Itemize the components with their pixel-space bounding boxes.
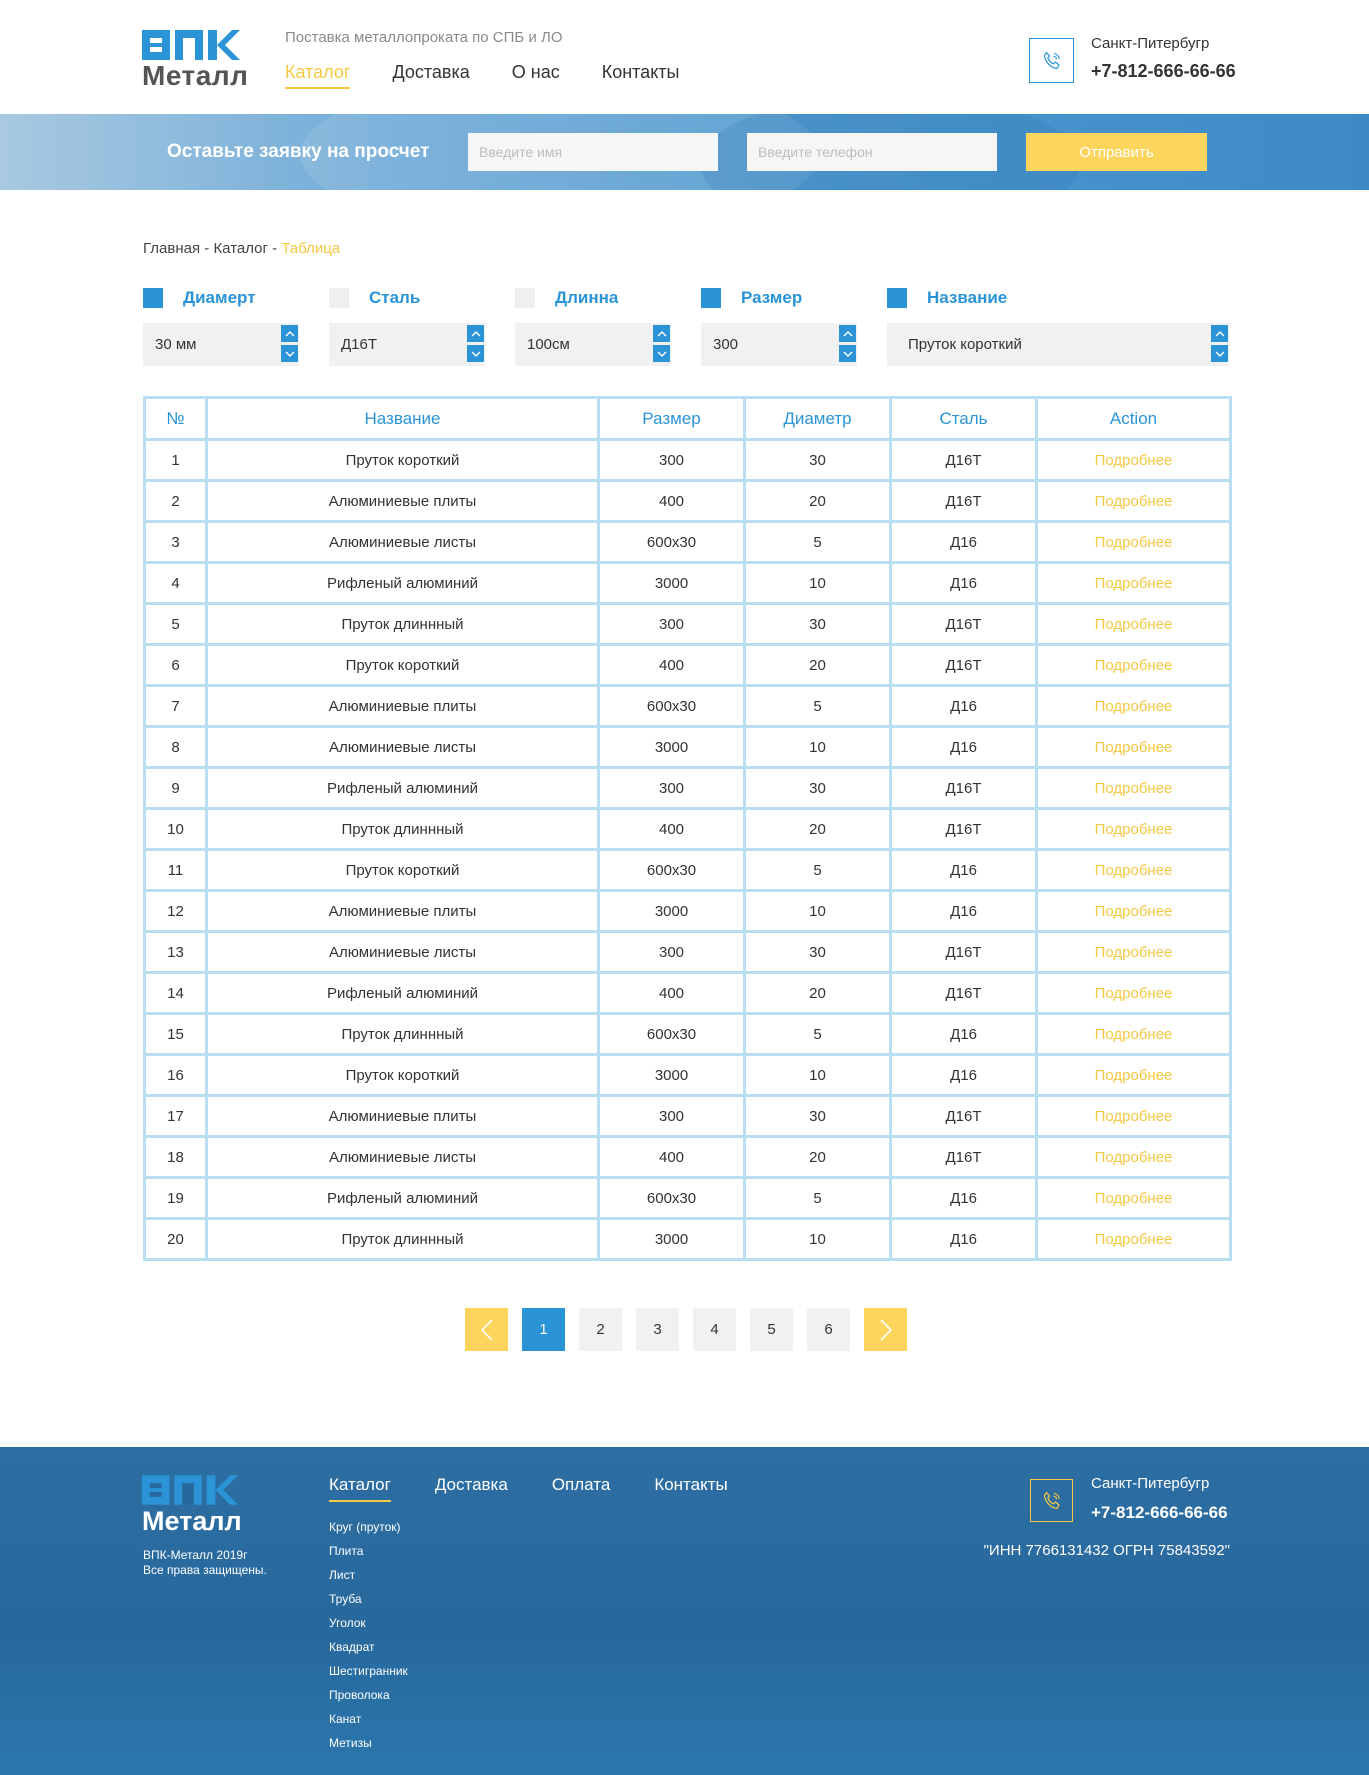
details-link[interactable]: Подробнее xyxy=(1037,932,1231,973)
filter-name-label: Название xyxy=(927,288,1008,307)
cell-number: 9 xyxy=(145,768,207,809)
cell-diameter: 10 xyxy=(745,727,891,768)
cell-number: 19 xyxy=(145,1178,207,1219)
filter-name-value: Пруток короткий xyxy=(908,336,1022,353)
filter-length-value: 100см xyxy=(527,336,570,353)
details-link[interactable]: Подробнее xyxy=(1037,1014,1231,1055)
header-phone[interactable]: +7-812-666-66-66 xyxy=(1091,61,1236,81)
table-row xyxy=(145,1096,1231,1137)
copyright xyxy=(143,1548,267,1578)
footer-catalog-link[interactable]: Метизы xyxy=(329,1736,372,1750)
chevron-up-icon[interactable] xyxy=(281,325,298,342)
cell-size: 400 xyxy=(599,973,745,1014)
details-link[interactable]: Подробнее xyxy=(1037,481,1231,522)
filter-steel xyxy=(329,287,485,366)
breadcrumb xyxy=(143,240,340,257)
table-row xyxy=(145,809,1231,850)
filter-size-select[interactable] xyxy=(701,323,857,366)
cell-diameter: 20 xyxy=(745,481,891,522)
cell-name: Пруток короткий xyxy=(207,645,599,686)
cell-steel: Д16 xyxy=(891,850,1037,891)
breadcrumb-separator: - xyxy=(267,240,282,257)
page-4[interactable]: 4 xyxy=(693,1308,736,1351)
cell-steel: Д16Т xyxy=(891,809,1037,850)
footer-catalog-link[interactable]: Лист xyxy=(329,1568,356,1582)
cell-number: 6 xyxy=(145,645,207,686)
cell-name: Алюминиевые листы xyxy=(207,1137,599,1178)
footer-catalog-link[interactable]: Плита xyxy=(329,1544,364,1558)
column-header-action: Action xyxy=(1037,398,1231,440)
cell-diameter: 10 xyxy=(745,891,891,932)
details-link[interactable]: Подробнее xyxy=(1037,522,1231,563)
footer-catalog-link[interactable]: Проволока xyxy=(329,1688,390,1702)
page-6[interactable]: 6 xyxy=(807,1308,850,1351)
nav-delivery[interactable]: Доставка xyxy=(392,62,470,82)
footer-catalog-link[interactable]: Квадрат xyxy=(329,1640,375,1654)
filter-diameter-select[interactable] xyxy=(143,323,299,366)
filter-diameter-value: 30 мм xyxy=(155,336,197,353)
request-banner xyxy=(0,114,1369,190)
cell-size: 300 xyxy=(599,604,745,645)
details-link[interactable]: Подробнее xyxy=(1037,1219,1231,1260)
footer-nav-catalog[interactable]: Каталог xyxy=(329,1475,391,1502)
table-row xyxy=(145,850,1231,891)
table-row xyxy=(145,1055,1231,1096)
details-link[interactable]: Подробнее xyxy=(1037,645,1231,686)
chevron-up-icon[interactable] xyxy=(653,325,670,342)
breadcrumb-current: Таблица xyxy=(281,240,341,257)
cell-number: 13 xyxy=(145,932,207,973)
cell-name: Рифленый алюминий xyxy=(207,768,599,809)
nav-contacts[interactable]: Контакты xyxy=(601,62,680,82)
cell-steel: Д16 xyxy=(891,727,1037,768)
logo-mark-icon xyxy=(142,1475,238,1505)
filter-length-select[interactable] xyxy=(515,323,671,366)
details-link[interactable]: Подробнее xyxy=(1037,604,1231,645)
table-row xyxy=(145,440,1231,481)
filter-size-label: Размер xyxy=(741,288,803,307)
filter-steel-label: Сталь xyxy=(369,288,421,307)
submit-button[interactable]: Отправить xyxy=(1026,133,1207,171)
nav-about[interactable]: О нас xyxy=(511,62,560,82)
cell-size: 3000 xyxy=(599,1055,745,1096)
cell-steel: Д16Т xyxy=(891,768,1037,809)
details-link[interactable]: Подробнее xyxy=(1037,686,1231,727)
filter-steel-select[interactable] xyxy=(329,323,485,366)
cell-name: Пруток короткий xyxy=(207,850,599,891)
details-link[interactable]: Подробнее xyxy=(1037,563,1231,604)
cell-number: 10 xyxy=(145,809,207,850)
table-row xyxy=(145,1178,1231,1219)
footer-inn: "ИНН 7766131432 ОГРН 75843592" xyxy=(983,1542,1230,1559)
cell-name: Пруток длиннный xyxy=(207,1219,599,1260)
footer-nav-payment[interactable]: Оплата xyxy=(551,1475,611,1494)
cell-number: 4 xyxy=(145,563,207,604)
chevron-down-icon[interactable] xyxy=(1211,345,1228,362)
cell-size: 600х30 xyxy=(599,686,745,727)
products-table xyxy=(143,396,1229,1261)
filter-steel-value: Д16Т xyxy=(341,336,378,353)
pagination xyxy=(465,1308,907,1351)
cell-diameter: 20 xyxy=(745,809,891,850)
cell-diameter: 5 xyxy=(745,1178,891,1219)
chevron-down-icon[interactable] xyxy=(653,345,670,362)
cell-diameter: 10 xyxy=(745,1219,891,1260)
cell-diameter: 30 xyxy=(745,768,891,809)
table-row xyxy=(145,727,1231,768)
cell-number: 20 xyxy=(145,1219,207,1260)
filter-name-checkbox[interactable] xyxy=(887,288,907,308)
footer-logo[interactable] xyxy=(142,1475,242,1536)
cell-name: Рифленый алюминий xyxy=(207,973,599,1014)
cell-number: 7 xyxy=(145,686,207,727)
cell-name: Рифленый алюминий xyxy=(207,1178,599,1219)
table-header-row xyxy=(145,398,1231,440)
footer-catalog-link[interactable]: Уголок xyxy=(329,1616,366,1630)
table-row xyxy=(145,768,1231,809)
footer-nav-contacts[interactable]: Контакты xyxy=(654,1475,728,1494)
cell-steel: Д16Т xyxy=(891,440,1037,481)
cell-number: 11 xyxy=(145,850,207,891)
cell-steel: Д16Т xyxy=(891,604,1037,645)
cell-number: 16 xyxy=(145,1055,207,1096)
logo[interactable] xyxy=(142,30,252,90)
details-link[interactable]: Подробнее xyxy=(1037,973,1231,1014)
cell-name: Алюминиевые плиты xyxy=(207,686,599,727)
filter-diameter xyxy=(143,287,299,366)
footer-catalog-link[interactable]: Шестигранник xyxy=(329,1664,408,1678)
footer-nav xyxy=(329,1475,772,1502)
table-row xyxy=(145,1137,1231,1178)
table-row xyxy=(145,686,1231,727)
page-1[interactable]: 1 xyxy=(522,1308,565,1351)
cell-number: 3 xyxy=(145,522,207,563)
filter-diameter-checkbox[interactable] xyxy=(143,288,163,308)
column-header-diameter[interactable]: Диаметр xyxy=(745,398,891,440)
table-row xyxy=(145,1014,1231,1055)
header-city: Санкт-Питербугр xyxy=(1091,35,1210,52)
cell-steel: Д16Т xyxy=(891,1096,1037,1137)
table-row xyxy=(145,604,1231,645)
chevron-up-icon[interactable] xyxy=(1211,325,1228,342)
table-body xyxy=(145,440,1231,1260)
table-row xyxy=(145,522,1231,563)
filter-length xyxy=(515,287,671,366)
cell-steel: Д16Т xyxy=(891,932,1037,973)
cell-name: Алюминиевые листы xyxy=(207,932,599,973)
cell-size: 3000 xyxy=(599,1219,745,1260)
cell-number: 2 xyxy=(145,481,207,522)
breadcrumb-home[interactable]: Главная xyxy=(143,240,201,257)
footer-catalog-link[interactable]: Труба xyxy=(329,1592,362,1606)
copyright-line-1: ВПК-Металл 2019г xyxy=(143,1548,248,1562)
chevron-right-icon[interactable] xyxy=(864,1308,907,1351)
cell-diameter: 5 xyxy=(745,522,891,563)
site-footer xyxy=(0,1447,1369,1775)
breadcrumb-separator: - xyxy=(200,240,214,257)
copyright-line-2: Все права защищены. xyxy=(143,1563,267,1577)
cell-steel: Д16 xyxy=(891,1219,1037,1260)
footer-city: Санкт-Питербугр xyxy=(1091,1475,1210,1492)
cell-name: Пруток длиннный xyxy=(207,1014,599,1055)
tagline: Поставка металлопроката по СПБ и ЛО xyxy=(285,29,563,46)
details-link[interactable]: Подробнее xyxy=(1037,440,1231,481)
cell-size: 300 xyxy=(599,768,745,809)
phone-input[interactable] xyxy=(747,133,997,171)
cell-name: Пруток длиннный xyxy=(207,809,599,850)
cell-size: 300 xyxy=(599,932,745,973)
footer-phone[interactable]: +7-812-666-66-66 xyxy=(1091,1503,1228,1522)
details-link[interactable]: Подробнее xyxy=(1037,850,1231,891)
cell-name: Пруток длиннный xyxy=(207,604,599,645)
chevron-left-icon[interactable] xyxy=(465,1308,508,1351)
cell-number: 5 xyxy=(145,604,207,645)
filter-name-select[interactable] xyxy=(887,323,1229,366)
filter-steel-checkbox[interactable] xyxy=(329,288,349,308)
cell-name: Рифленый алюминий xyxy=(207,563,599,604)
footer-nav-delivery[interactable]: Доставка xyxy=(434,1475,508,1494)
table-row xyxy=(145,563,1231,604)
cell-size: 600х30 xyxy=(599,522,745,563)
cell-size: 600х30 xyxy=(599,850,745,891)
cell-number: 15 xyxy=(145,1014,207,1055)
table-row xyxy=(145,932,1231,973)
table-row xyxy=(145,973,1231,1014)
cell-steel: Д16Т xyxy=(891,973,1037,1014)
cell-number: 14 xyxy=(145,973,207,1014)
logo-mark-icon xyxy=(142,30,240,60)
details-link[interactable]: Подробнее xyxy=(1037,1096,1231,1137)
footer-phone-icon[interactable] xyxy=(1030,1479,1073,1522)
cell-number: 12 xyxy=(145,891,207,932)
cell-steel: Д16 xyxy=(891,1178,1037,1219)
nav-catalog[interactable]: Каталог xyxy=(285,62,350,89)
cell-size: 300 xyxy=(599,440,745,481)
cell-steel: Д16Т xyxy=(891,481,1037,522)
cell-name: Алюминиевые плиты xyxy=(207,891,599,932)
cell-name: Пруток короткий xyxy=(207,1055,599,1096)
details-link[interactable]: Подробнее xyxy=(1037,768,1231,809)
cell-diameter: 20 xyxy=(745,973,891,1014)
phone-icon[interactable] xyxy=(1029,38,1074,83)
details-link[interactable]: Подробнее xyxy=(1037,727,1231,768)
filter-size xyxy=(701,287,857,366)
breadcrumb-catalog[interactable]: Каталог xyxy=(213,240,268,257)
chevron-down-icon[interactable] xyxy=(281,345,298,362)
cell-steel: Д16 xyxy=(891,563,1037,604)
cell-diameter: 30 xyxy=(745,1096,891,1137)
site-header xyxy=(0,0,1369,114)
cell-diameter: 5 xyxy=(745,1014,891,1055)
cell-diameter: 5 xyxy=(745,850,891,891)
footer-catalog-link[interactable]: Круг (пруток) xyxy=(329,1520,401,1534)
filter-size-checkbox[interactable] xyxy=(701,288,721,308)
table-row xyxy=(145,481,1231,522)
filter-length-label: Длинна xyxy=(555,288,619,307)
cell-name: Алюминиевые плиты xyxy=(207,1096,599,1137)
cell-diameter: 30 xyxy=(745,604,891,645)
cell-steel: Д16Т xyxy=(891,645,1037,686)
cell-steel: Д16Т xyxy=(891,1137,1037,1178)
chevron-up-icon[interactable] xyxy=(467,325,484,342)
chevron-up-icon[interactable] xyxy=(839,325,856,342)
table-row xyxy=(145,891,1231,932)
cell-diameter: 20 xyxy=(745,645,891,686)
cell-size: 400 xyxy=(599,645,745,686)
request-title: Оставьте заявку на просчет xyxy=(167,141,430,162)
chevron-down-icon[interactable] xyxy=(839,345,856,362)
cell-size: 400 xyxy=(599,481,745,522)
cell-steel: Д16 xyxy=(891,686,1037,727)
details-link[interactable]: Подробнее xyxy=(1037,1178,1231,1219)
filter-name xyxy=(887,287,1229,366)
cell-steel: Д16 xyxy=(891,522,1037,563)
cell-diameter: 10 xyxy=(745,563,891,604)
cell-number: 8 xyxy=(145,727,207,768)
name-input[interactable] xyxy=(468,133,718,171)
table-row xyxy=(145,1219,1231,1260)
page-5[interactable]: 5 xyxy=(750,1308,793,1351)
page-3[interactable]: 3 xyxy=(636,1308,679,1351)
main-nav xyxy=(285,62,721,89)
cell-diameter: 30 xyxy=(745,932,891,973)
column-header-steel[interactable]: Сталь xyxy=(891,398,1037,440)
table-row xyxy=(145,645,1231,686)
cell-name: Пруток короткий xyxy=(207,440,599,481)
cell-size: 600х30 xyxy=(599,1014,745,1055)
footer-catalog-link[interactable]: Канат xyxy=(329,1712,362,1726)
cell-name: Алюминиевые листы xyxy=(207,727,599,768)
cell-size: 3000 xyxy=(599,563,745,604)
column-header-name[interactable]: Название xyxy=(207,398,599,440)
filter-size-value: 300 xyxy=(713,336,739,353)
details-link[interactable]: Подробнее xyxy=(1037,1137,1231,1178)
column-header-size[interactable]: Размер xyxy=(599,398,745,440)
cell-steel: Д16 xyxy=(891,891,1037,932)
cell-number: 1 xyxy=(145,440,207,481)
cell-diameter: 5 xyxy=(745,686,891,727)
cell-size: 3000 xyxy=(599,727,745,768)
cell-name: Алюминиевые плиты xyxy=(207,481,599,522)
cell-size: 400 xyxy=(599,809,745,850)
cell-steel: Д16 xyxy=(891,1014,1037,1055)
cell-size: 400 xyxy=(599,1137,745,1178)
cell-diameter: 10 xyxy=(745,1055,891,1096)
column-header-number[interactable]: № xyxy=(145,398,207,440)
cell-size: 3000 xyxy=(599,891,745,932)
footer-catalog-list xyxy=(329,1515,408,1755)
cell-size: 300 xyxy=(599,1096,745,1137)
phone-glyph xyxy=(1040,1489,1064,1513)
cell-diameter: 20 xyxy=(745,1137,891,1178)
details-link[interactable]: Подробнее xyxy=(1037,1055,1231,1096)
filter-length-checkbox[interactable] xyxy=(515,288,535,308)
phone-glyph xyxy=(1040,49,1064,73)
footer-logo-text: Металл xyxy=(142,1506,242,1536)
chevron-down-icon[interactable] xyxy=(467,345,484,362)
cell-diameter: 30 xyxy=(745,440,891,481)
cell-steel: Д16 xyxy=(891,1055,1037,1096)
details-link[interactable]: Подробнее xyxy=(1037,809,1231,850)
details-link[interactable]: Подробнее xyxy=(1037,891,1231,932)
cell-number: 17 xyxy=(145,1096,207,1137)
page-2[interactable]: 2 xyxy=(579,1308,622,1351)
cell-size: 600х30 xyxy=(599,1178,745,1219)
cell-number: 18 xyxy=(145,1137,207,1178)
cell-name: Алюминиевые листы xyxy=(207,522,599,563)
filter-diameter-label: Диамерт xyxy=(183,288,256,307)
logo-text: Металл xyxy=(142,60,249,91)
